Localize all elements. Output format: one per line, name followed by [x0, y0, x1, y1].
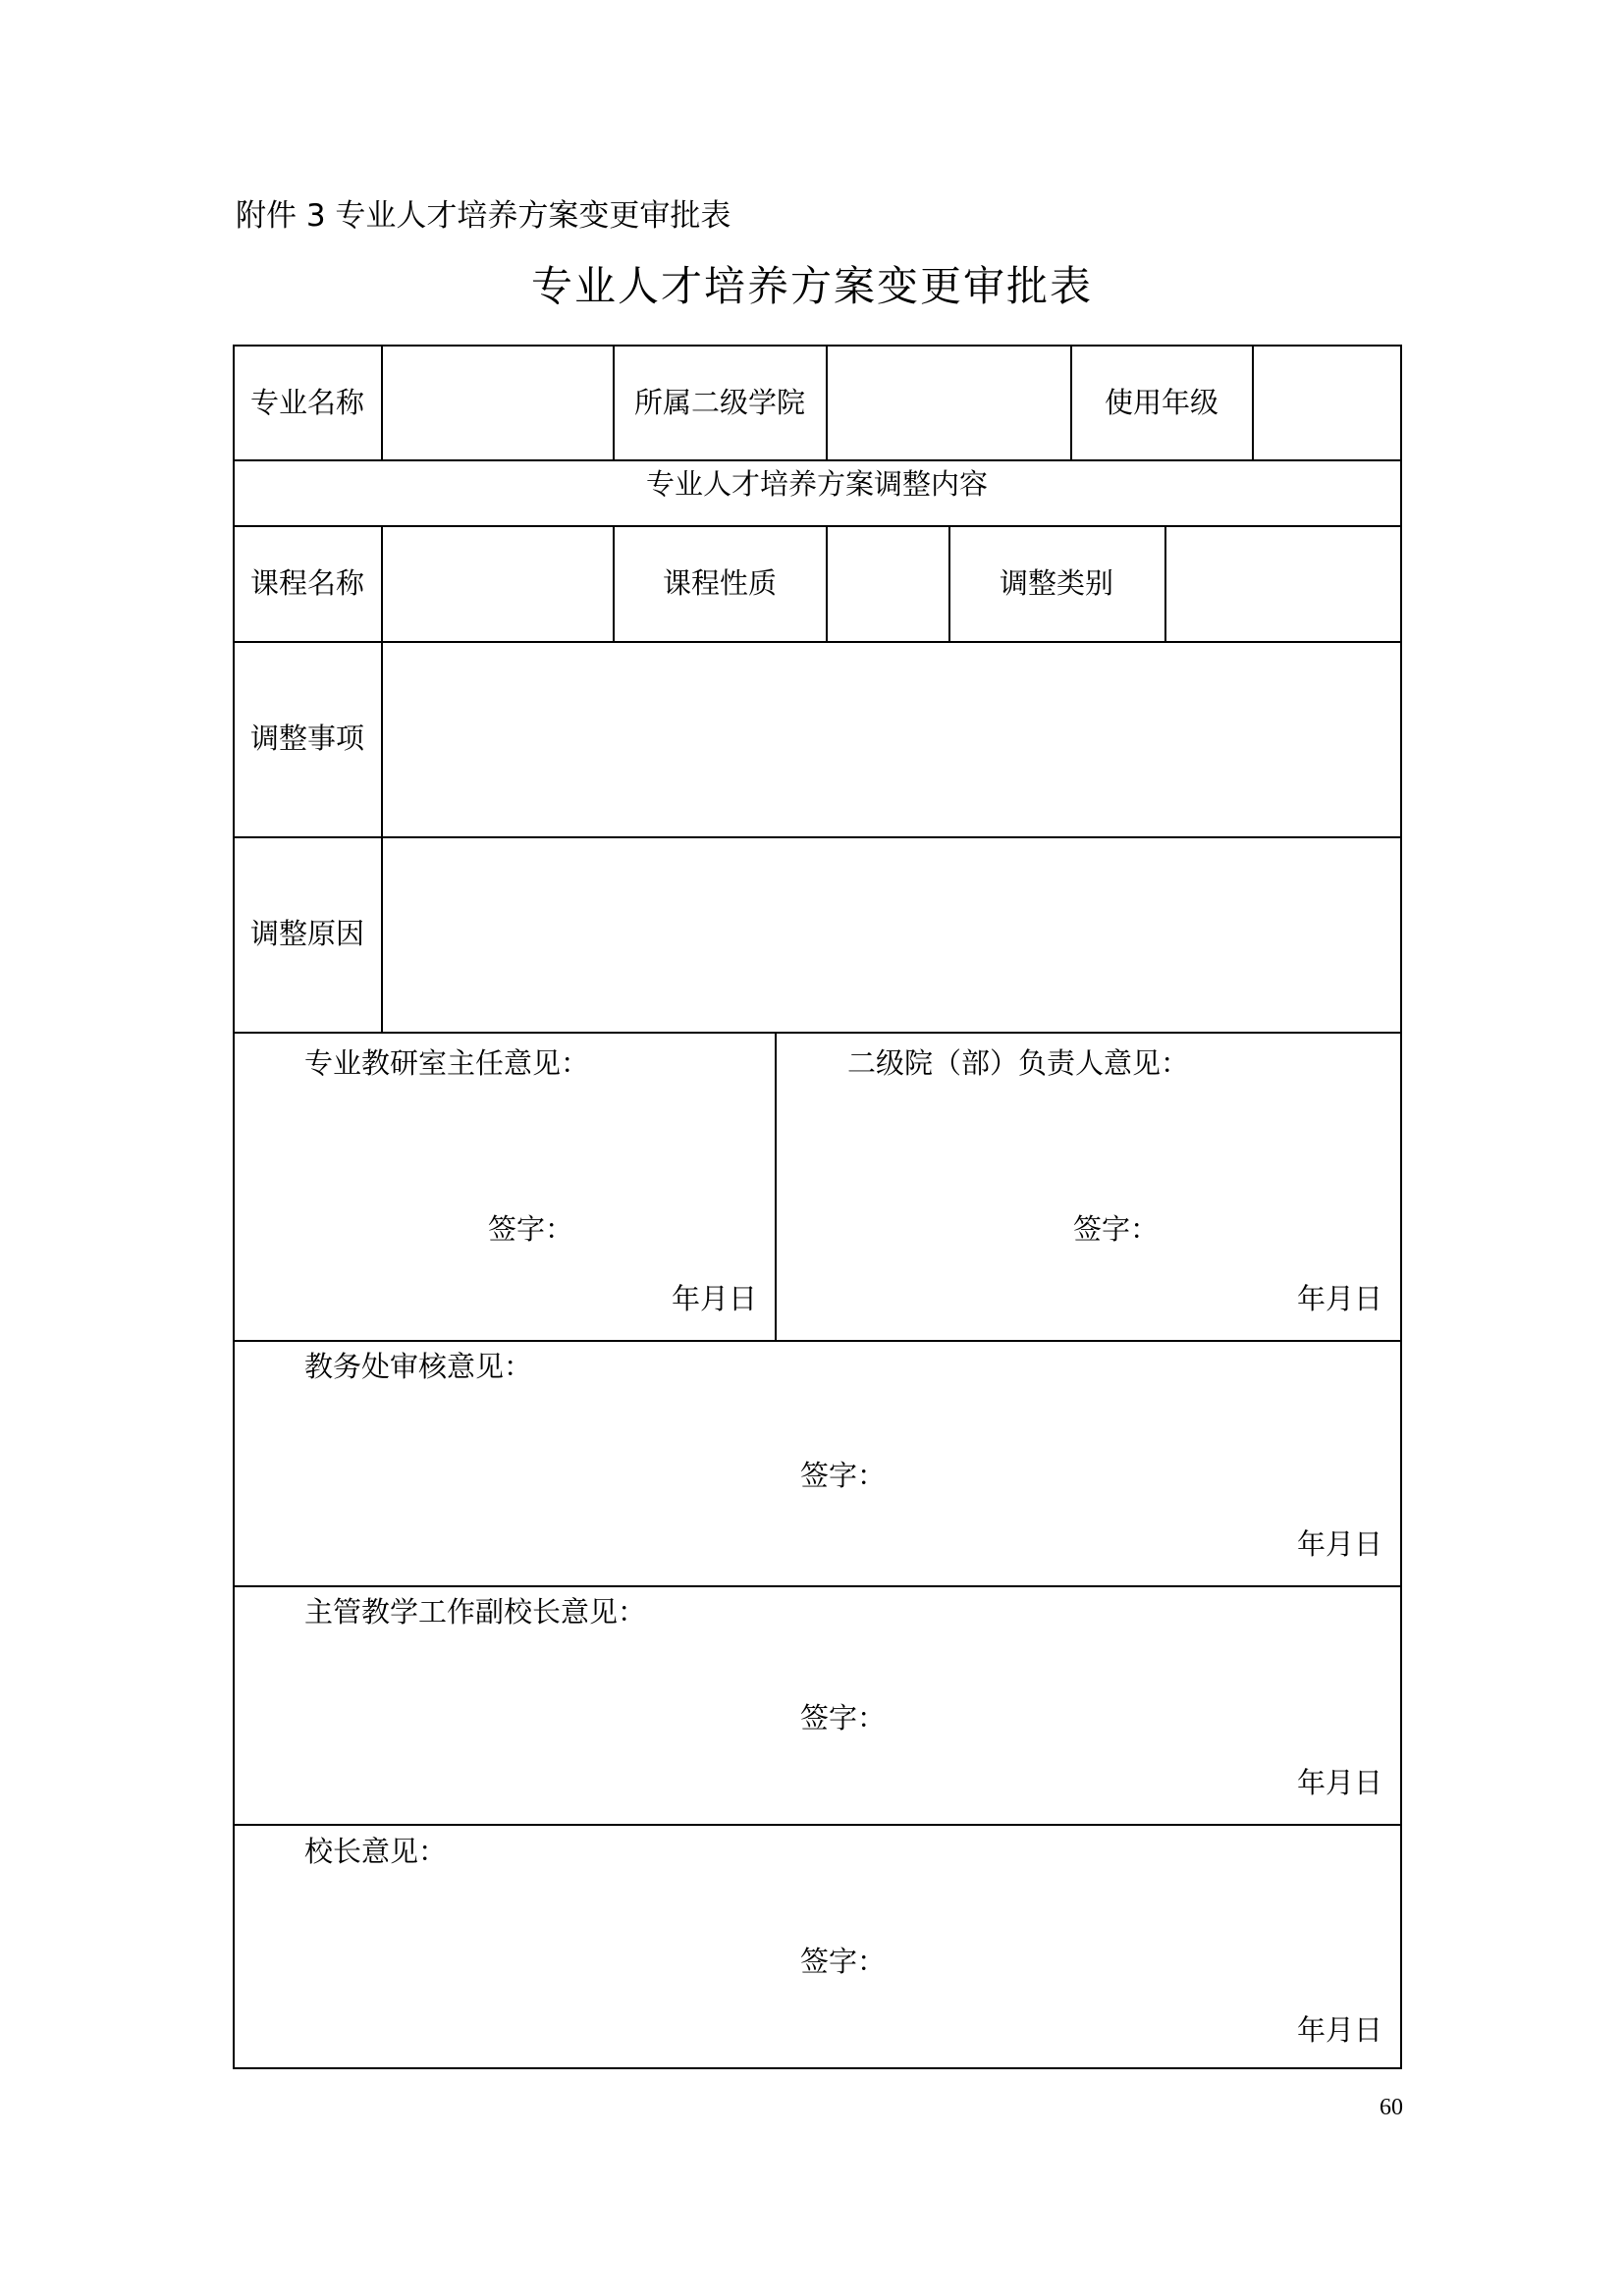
- col-divider: [613, 345, 615, 460]
- adjust-reason-label: 调整原因: [249, 917, 365, 950]
- col-divider: [1252, 345, 1254, 460]
- row-divider: [233, 1824, 1402, 1826]
- col-divider: [381, 345, 383, 460]
- college-label: 所属二级学院: [633, 386, 806, 419]
- row-divider: [233, 1585, 1402, 1587]
- table-border-bottom: [233, 2067, 1402, 2069]
- approval-form-table: [233, 345, 1402, 2069]
- page-number: 60: [1380, 2095, 1403, 2120]
- vice-president-opinion-label: 主管教学工作副校长意见：: [304, 1595, 647, 1629]
- signature-label: 签字：: [800, 1459, 887, 1492]
- row-divider: [233, 1032, 1402, 1034]
- college-head-opinion-label: 二级院（部）负责人意见：: [847, 1046, 1190, 1080]
- date-label: 年月日: [1297, 1527, 1383, 1561]
- date-label: 年月日: [1297, 1282, 1383, 1315]
- adjust-reason-field[interactable]: [383, 838, 1400, 1032]
- row-divider: [233, 1340, 1402, 1342]
- academic-affairs-opinion-label: 教务处审核意见：: [304, 1350, 533, 1383]
- col-divider: [381, 525, 383, 641]
- col-divider: [1164, 525, 1166, 641]
- signature-label: 签字：: [488, 1212, 574, 1246]
- section-title: 专业人才培养方案调整内容: [645, 467, 989, 501]
- col-divider: [948, 525, 950, 641]
- signature-label: 签字：: [800, 1701, 887, 1735]
- row-divider: [233, 525, 1402, 527]
- col-divider: [826, 525, 828, 641]
- col-divider: [1070, 345, 1072, 460]
- course-name-label: 课程名称: [249, 566, 365, 600]
- major-name-label: 专业名称: [249, 386, 365, 419]
- table-border-right: [1400, 345, 1402, 2069]
- row-divider: [233, 459, 1402, 461]
- col-divider: [613, 525, 615, 641]
- col-divider: [826, 345, 828, 460]
- page-title: 专业人才培养方案变更审批表: [530, 262, 1093, 310]
- president-opinion-label: 校长意见：: [304, 1835, 448, 1868]
- attachment-title: 附件 3 专业人才培养方案变更审批表: [236, 198, 731, 234]
- date-label: 年月日: [672, 1282, 758, 1315]
- grade-label: 使用年级: [1104, 386, 1219, 419]
- adjust-type-label: 调整类别: [999, 566, 1114, 600]
- date-label: 年月日: [1297, 2013, 1383, 2047]
- course-nature-label: 课程性质: [662, 566, 778, 600]
- signature-label: 签字：: [1073, 1212, 1160, 1246]
- table-border-left: [233, 345, 235, 2069]
- adjust-items-field[interactable]: [383, 643, 1400, 836]
- table-border-top: [233, 345, 1402, 347]
- adjust-items-label: 调整事项: [249, 721, 365, 755]
- office-director-opinion-label: 专业教研室主任意见：: [304, 1046, 590, 1080]
- signature-label: 签字：: [800, 1945, 887, 1978]
- col-divider: [775, 1032, 777, 1341]
- date-label: 年月日: [1297, 1766, 1383, 1799]
